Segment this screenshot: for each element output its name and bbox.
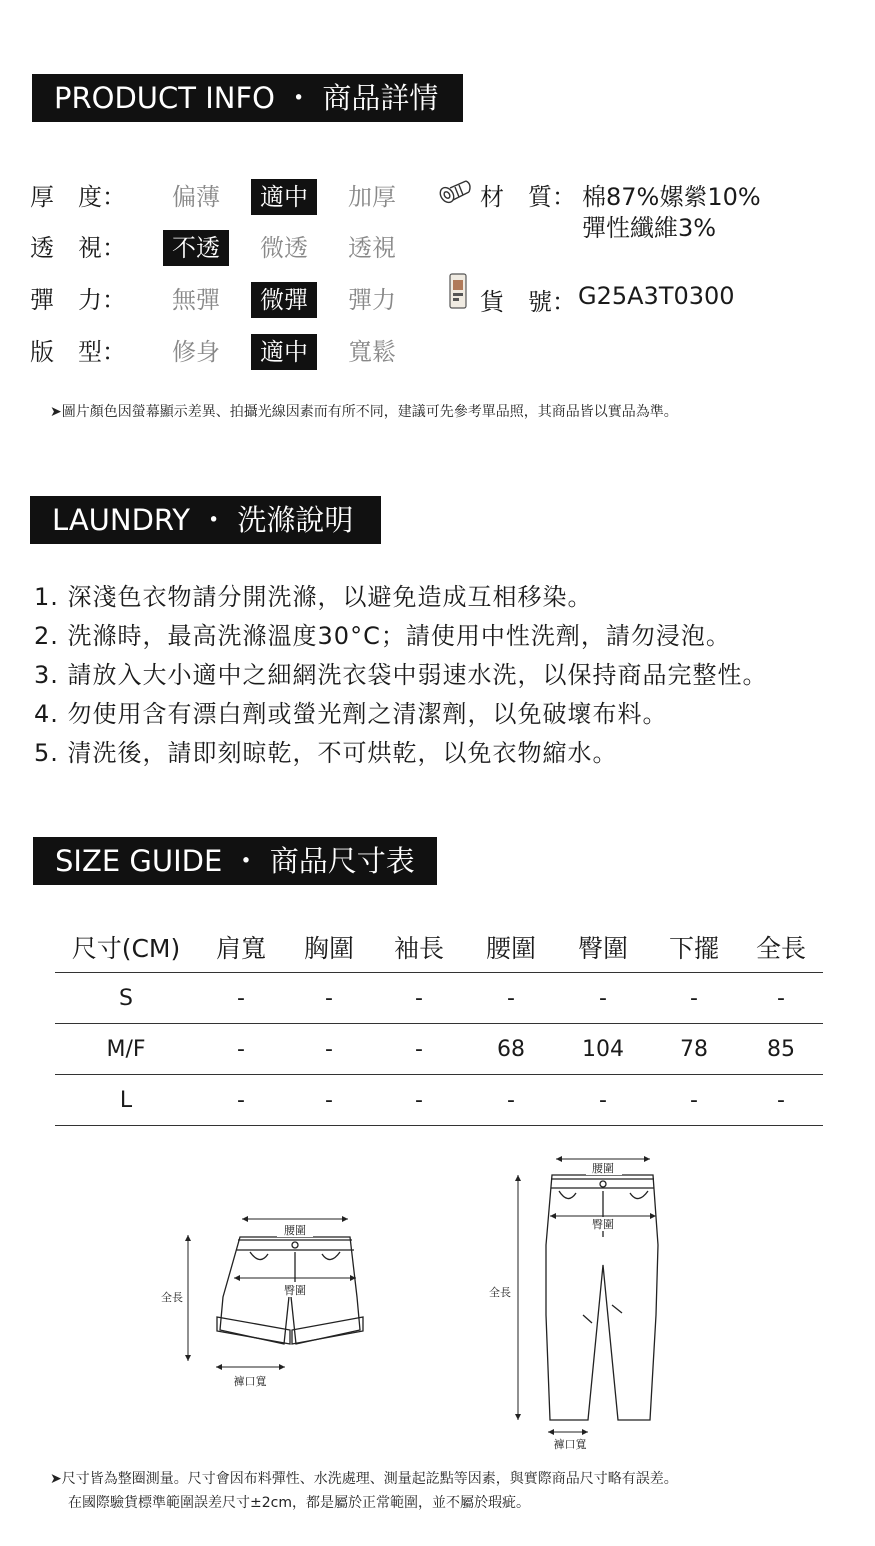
size-label-cell: L [55, 1075, 197, 1126]
size-value-cell: - [373, 1075, 465, 1126]
pants-hem-label: 褲口寬 [553, 1438, 587, 1451]
laundry-item: 1. 深淺色衣物請分開洗滌，以避免造成互相移染。 [34, 583, 593, 611]
material-line2: 彈性纖維3% [582, 214, 717, 242]
size-value-cell: - [285, 1075, 373, 1126]
sku-value: G25A3T0300 [578, 282, 735, 310]
size-column-header: 尺寸(CM) [55, 922, 197, 973]
size-value-cell: - [465, 1075, 557, 1126]
size-column-header: 腰圍 [465, 922, 557, 973]
table-row [55, 973, 823, 1024]
size-table-header-row [55, 922, 823, 973]
size-value-cell: - [197, 1075, 285, 1126]
attribute-label: 版 型： [30, 338, 126, 366]
shorts-length-label: 全長 [161, 1291, 183, 1304]
attribute-option: 透視 [348, 234, 396, 262]
attribute-option: 彈力 [348, 286, 396, 314]
size-note-line1: ➤尺寸皆為整圈測量。尺寸會因布料彈性、水洗處理、測量起訖點等因素，與實際商品尺寸略有誤差。 [50, 1471, 678, 1487]
size-label-cell: M/F [55, 1024, 197, 1075]
size-value-cell: 68 [465, 1024, 557, 1075]
product-info-header: PRODUCT INFO ・ 商品詳情 [32, 74, 463, 122]
size-column-header: 袖長 [373, 922, 465, 973]
pants-waist-label: 腰圍 [592, 1162, 614, 1175]
pants-hip-label: 臀圍 [592, 1218, 614, 1231]
shorts-hip-label: 臀圍 [284, 1284, 306, 1297]
shorts-diagram [150, 1212, 390, 1392]
size-value-cell: 78 [649, 1024, 739, 1075]
laundry-item: 5. 清洗後，請即刻晾乾，不可烘乾，以免衣物縮水。 [34, 739, 618, 767]
size-value-cell: - [373, 1024, 465, 1075]
attribute-option: 微透 [260, 234, 308, 262]
size-value-cell: - [197, 1024, 285, 1075]
attribute-option: 無彈 [172, 286, 220, 314]
laundry-header: LAUNDRY ・ 洗滌說明 [30, 496, 381, 544]
size-value-cell: - [465, 973, 557, 1024]
table-row [55, 1075, 823, 1126]
pants-length-label: 全長 [489, 1286, 511, 1299]
attribute-label: 透 視： [30, 234, 126, 262]
fabric-roll-icon [438, 178, 474, 206]
attribute-option-selected: 不透 [163, 230, 229, 266]
size-label-cell: S [55, 973, 197, 1024]
laundry-item: 3. 請放入大小適中之細網洗衣袋中弱速水洗，以保持商品完整性。 [34, 661, 768, 689]
attribute-label: 彈 力： [30, 286, 126, 314]
attribute-option-selected: 微彈 [251, 282, 317, 318]
size-note-line2: 在國際驗貨標準範圍誤差尺寸±2cm，都是屬於正常範圍，並不屬於瑕疵。 [68, 1495, 530, 1511]
material-label: 材 質： [480, 183, 576, 211]
attribute-option-selected: 適中 [251, 334, 317, 370]
size-value-cell: - [739, 973, 823, 1024]
size-guide-header: SIZE GUIDE ・ 商品尺寸表 [33, 837, 437, 885]
attribute-option: 修身 [172, 338, 220, 366]
size-value-cell: - [285, 973, 373, 1024]
attribute-option: 偏薄 [172, 183, 220, 211]
size-value-cell: - [557, 1075, 649, 1126]
material-line1: 棉87%嫘縈10% [582, 183, 761, 211]
size-value-cell: - [197, 973, 285, 1024]
table-row [55, 1024, 823, 1075]
size-column-header: 下擺 [649, 922, 739, 973]
attribute-option: 寬鬆 [348, 338, 396, 366]
size-value-cell: - [739, 1075, 823, 1126]
pants-diagram [480, 1155, 680, 1455]
shorts-hem-label: 褲口寬 [233, 1375, 267, 1388]
attribute-option: 加厚 [348, 183, 396, 211]
size-value-cell: - [285, 1024, 373, 1075]
size-table [55, 922, 823, 1126]
size-column-header: 全長 [739, 922, 823, 973]
size-value-cell: - [649, 1075, 739, 1126]
size-value-cell: - [649, 973, 739, 1024]
tag-icon [446, 272, 472, 312]
size-value-cell: 104 [557, 1024, 649, 1075]
shorts-waist-label: 腰圍 [284, 1224, 306, 1237]
sku-label: 貨 號： [480, 288, 576, 316]
attribute-label: 厚 度： [30, 183, 126, 211]
size-column-header: 肩寬 [197, 922, 285, 973]
size-value-cell: 85 [739, 1024, 823, 1075]
size-column-header: 胸圍 [285, 922, 373, 973]
attribute-option-selected: 適中 [251, 179, 317, 215]
size-column-header: 臀圍 [557, 922, 649, 973]
laundry-item: 4. 勿使用含有漂白劑或螢光劑之清潔劑，以免破壞布料。 [34, 700, 668, 728]
size-value-cell: - [373, 973, 465, 1024]
laundry-item: 2. 洗滌時，最高洗滌溫度30°C；請使用中性洗劑，請勿浸泡。 [34, 622, 731, 650]
product-note: ➤圖片顏色因螢幕顯示差異、拍攝光線因素而有所不同，建議可先參考單品照，其商品皆以實品為準。 [50, 404, 678, 420]
size-value-cell: - [557, 973, 649, 1024]
